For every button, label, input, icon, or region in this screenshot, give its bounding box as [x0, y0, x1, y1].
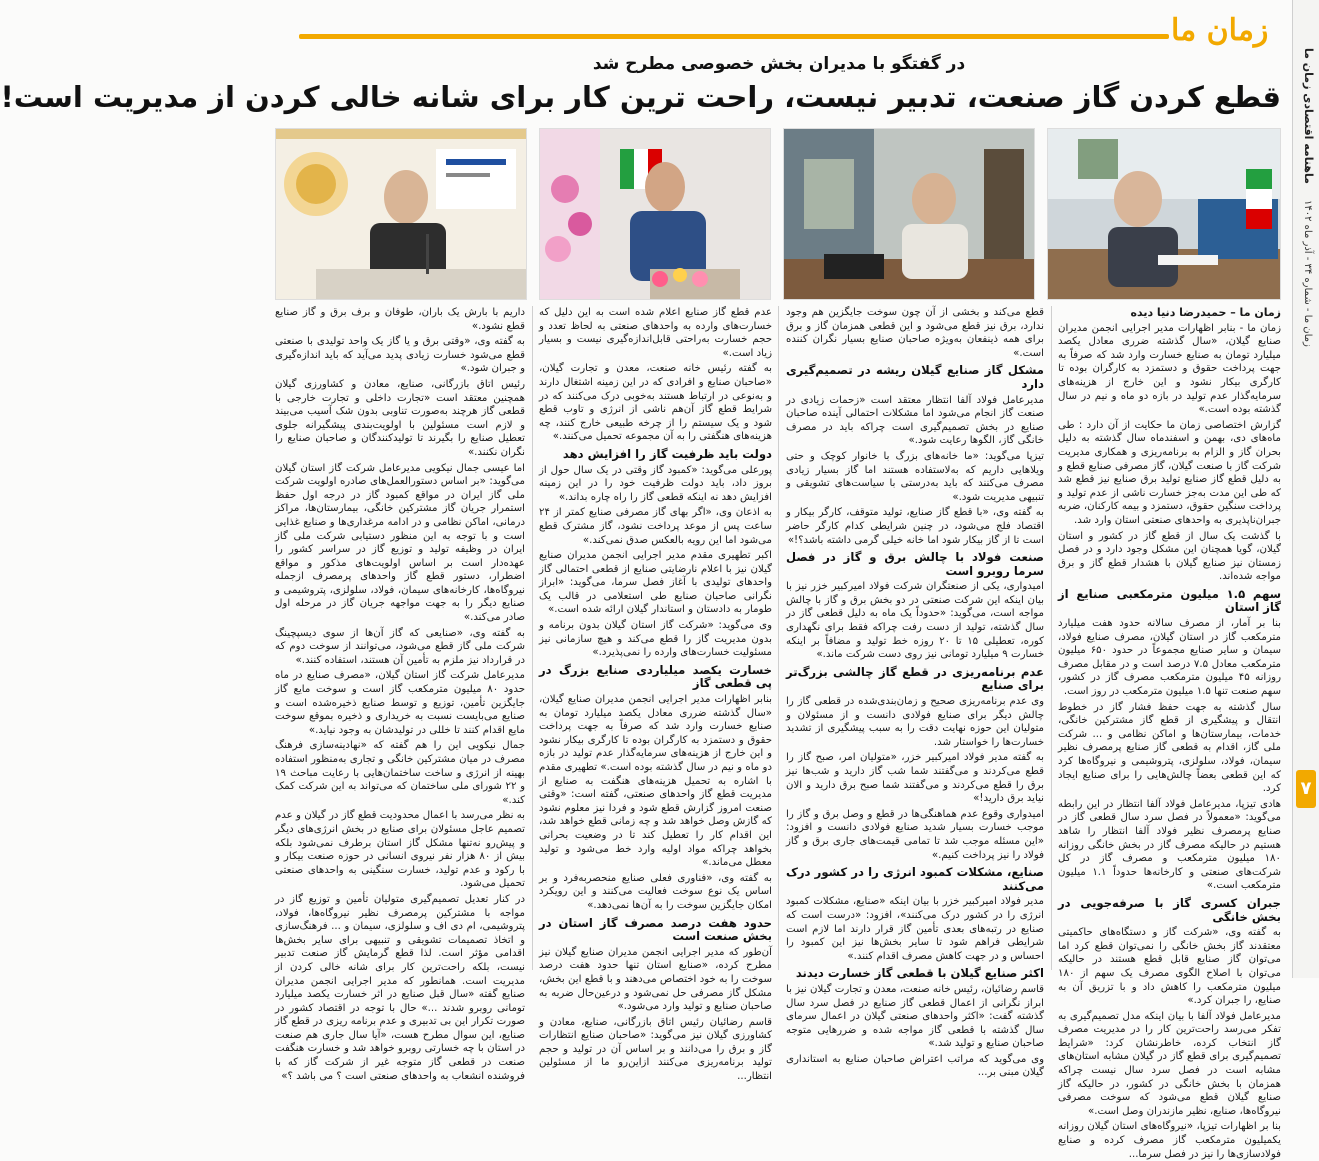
- article-paragraph: به گفته وی، «با قطع گاز صنایع، تولید متوقف، کارگر بیکار و اقتصاد فلج می‌شود، در چنین شرایطی کدام کارگر حاضر است تا از گاز بیکار شود اما خانه خیلی گرمی داشته باشد؟!»: [786, 507, 1044, 546]
- article-kicker: در گفتگو با مدیران بخش خصوصی مطرح شد: [592, 54, 966, 74]
- magazine-logo: زمان ما: [1171, 12, 1269, 48]
- section-heading: صنعت فولاد با چالش برق و گاز در فصل سرما روبرو است: [786, 550, 1044, 578]
- article-paragraph: وی می‌گوید: «شرکت گاز استان گیلان بدون برنامه و بدون مدیریت گاز را قطع می‌کند و هیچ سازمانی نیز مسئولیت خسارت‌های وارده را نمی‌پذیرد.»: [539, 620, 772, 659]
- article-column-1: [1058, 306, 1282, 1160]
- article-paragraph: مدیرعامل فولاد آلفا انتظار معتقد است «زحمات زیادی در صنعت گاز انجام می‌شود اما مشکلات احتمالی آینده صاحبان صنایع در بخش تصمیم‌گیری است چراکه باید در مصرف خانگی گاز، الگوها رعایت شود.»: [786, 394, 1044, 447]
- article-paragraph: به گفته وی، «شرکت گاز و دستگاه‌های حاکمیتی معتقدند گاز بخش خانگی را نمی‌توان قطع کرد اما می‌توان گاز صنایع قابل قطع هستند در حالیکه می‌توان با اصلاح الگوی مصرف یک سهم از ۱۸۰ میلیون مترمکعب را کاهش داد و با تزریق آن به صنایع، را جبران کرد.»: [1058, 927, 1281, 1007]
- section-heading: جبران کسری گاز با صرفه‌جویی در بخش خانگی: [1058, 895, 1281, 924]
- article-paragraph: بنا بر آمار، از مصرف سالانه حدود هفت میلیارد مترمکعب گاز در استان گیلان، مصرف صنایع فولاد، سیمان و سایر صنایع مجموعاً در حدود ۶۵۰ میلیون مترمکعب معادل ۷.۵ درصد است و در مقابل مصرف روزانه ۴۵ میلیون مترمکعب مصرف گاز در کشور، سهم صنعت تنها ۱.۵ میلیون مترمکعب در روز است.: [1058, 618, 1282, 698]
- article-byline: زمان ما – حمیدرضا دنیا دیده: [1130, 306, 1281, 319]
- section-heading: دولت باید ظرفیت گاز را افزایش دهد: [562, 446, 772, 461]
- article-paragraph: با گذشت یک سال از قطع گاز در کشور و استان گیلان، گویا همچنان این مشکل وجود دارد و در فصل زمستان نیز صنایع گیلان با هشدار قطع گاز و برق مواجه شده‌اند.: [1058, 530, 1281, 583]
- side-strip: [1292, 0, 1319, 978]
- article-paragraph: مدیرعامل فولاد آلفا با بیان اینکه مدل تصمیم‌گیری به تفکر می‌رسد راحت‌ترین کار را در مدیریت مصرف گاز انتخاب کرده، خاطرنشان کرد: «شرایط تصمیم‌گیری برای قطع گاز در گیلان مشابه استان‌های مشابه است در فصل سرد سال نیست چراکه همزمان با بخش خانگی در کشور، در حالیکه گاز صنایع گیلان قطع می‌شود که سوخت مصرفی نیروگاه‌ها، صنایع، نظیر مازندران وصل است.»: [1058, 1010, 1281, 1117]
- section-heading: خسارت یکصد میلیاردی صنایع بزرگ در پی قطعی گاز: [539, 662, 772, 691]
- article-paragraph: امیدواری وقوع عدم هماهنگی‌ها در قطع و وصل برق و گاز را موجب خسارت بسیار شدید صنایع فولادی دانست و افزود: «این مسئله موجب شد تا تمامی قیمت‌های جاری برق و گاز فولاد را نیز پرداخت کنیم.»: [786, 808, 1044, 861]
- article-paragraph: به گفته مدیر فولاد امیرکبیر خزر، «متولیان امر، صبح گاز را قطع می‌کردند و می‌گفتند شما شب گاز دارید و شب‌ها نیز برق را قطع می‌کردند و می‌گفتند شما صبح برق دارید و الان نیاید برق دارید!»: [786, 752, 1044, 805]
- article-paragraph: هادی تیزپا، مدیرعامل فولاد آلفا انتظار در این رابطه می‌گوید: «معمولاً در فصل سرد سال قطعی گاز در صنایع پرمصرف نظیر فولاد آلفا انتظار را شاهد هستیم در حالیکه مصرف گاز در بخش خانگی روزانه ۱۸۰ میلیون مترمکعب و مصرف گاز در کل شرکت‌های صنعتی و کارخانه‌ها حدوداً ۱.۱ میلیون مترمکعب است.»: [1058, 798, 1281, 892]
- column-divider: [532, 306, 533, 970]
- article-paragraph: اما عیسی جمال نیکویی مدیرعامل شرکت گاز استان گیلان می‌گوید: «بر اساس دستورالعمل‌های صادره اولویت شرکت ملی گاز ایران در مواقع کمبود گاز در درجه اول حفظ استمرار جریان گاز مشترکین خانگی، بیمارستان‌ها، مراکز درمانی، اماکن نظامی و در ادامه مرغداری‌ها و صنایع غذایی است و با توجه به این منظور دستیابی شرکت ملی گاز ایران در وظیفه تولید و توزیع گاز در سراسر کشور را عهده‌دار است بر اساس اولویت‌های مذکور و مواقع اضطرار، دستور قطع گاز واحدهای پرمصرف ازجمله نیروگاه‌ها، کارخانه‌های سیمان، فولاد، سلولزی، پتروشیمی و صنایع دیگر را به جهت مواجهه جریان گاز در مرحله اول صادر می‌کند.»: [275, 462, 525, 624]
- section-heading: حدود هفت درصد مصرف گاز استان در بخش صنعت است: [539, 915, 772, 944]
- flag-icon: [1246, 169, 1272, 229]
- article-paragraph: وی می‌گوید که مراتب اعتراض صاحبان صنایع به استانداری گیلان مبنی بر...: [786, 1053, 1044, 1079]
- article-paragraph: تیزپا می‌گوید: «ما خانه‌های بزرگ با خانوار کوچک و حتی ویلاهایی داریم که به‌لاستفاده هستند اما گاز بسیار زیادی مصرف می‌کنند که باید به‌درستی با سیاست‌های تشویقی و تنبیهی مدیریت شود.»: [786, 450, 1044, 503]
- photo-man-office: [783, 128, 1035, 300]
- article-column-4: [275, 306, 525, 1082]
- article-paragraph: به گفته وی، «وقتی برق و یا گاز یک واحد تولیدی با صنعتی قطع می‌شود خسارت زیادی پدید می‌آید که باید اندازه‌گیری و جبران شود.»: [275, 336, 525, 375]
- article-paragraph: قاسم رضائیان، رئیس خانه صنعت، معدن و تجارت گیلان نیز با ابراز نگرانی از اعمال قطعی گاز صنایع در فصل سرد سال گذشته گفت: «اکثر واحدهای صنعتی گیلان در اعمال سرمای سال گذشته با قطعی گاز مواجه شده و ضررهایی متوجه صاحبان صنایع و تولید شد.»: [786, 983, 1044, 1050]
- article-paragraph: بنا بر اظهارات تیزپا، «نیروگاه‌های استان گیلان روزانه یکمیلیون مترمکعب گاز مصرف کرده و صنایع فولادسازی‌ها را نیز در فصل سرما...: [1058, 1121, 1281, 1160]
- column-divider: [778, 306, 779, 970]
- article-paragraph: به گفته وی، «صنایعی که گاز آن‌ها از سوی دیسپچینگ شرکت ملی گاز قطع می‌شود، می‌توانند از سوخت دوم که در قرارداد نیز ملزم به تأمین آن هستند، استفاده کنند.»: [275, 627, 525, 666]
- article-paragraph: آن‌طور که مدیر اجرایی انجمن مدیران صنایع گیلان نیز مطرح کرده، «صنایع استان تنها حدود هفت درصد سوخت را به خود اختصاص می‌دهند و با قطع این بخش، مشکل گاز مصرفی حل نمی‌شود و درعین‌حال ضربه به صاحبان صنایع و تولید وارد می‌شود.»: [539, 946, 772, 1013]
- section-heading: عدم برنامه‌ریزی در قطع گاز چالشی بزرگ‌تر برای صنایع: [786, 664, 1044, 693]
- article-paragraph: سال گذشته به جهت حفظ فشار گاز در خطوط انتقال و پیشگیری از قطع گاز مشترکین خانگی، خدمات، بیمارستان‌ها و اماکن نظامی و ... شرکت ملی گاز، اقدام به قطعی گاز صنایع پرمصرف نظیر سیمان، فولاد، سلولزی، پتروشیمی و نیروگاه‌ها کرد که این قطعی بعضاً چالش‌هایی را برای صنایع ایجاد کرد.: [1058, 701, 1281, 795]
- article-paragraph: گزارش اختصاصی زمان ما حکایت از آن دارد : طی ماه‌های دی، بهمن و اسفندماه سال گذشته به دلیل بحران گاز و الزام به برنامه‌ریزی و همکاری مدیریت شرکت گاز با صنعت گیلان، گاز مصرفی صنایع قطع و به دلیل قطع گاز صنایع تولید برق صنایع نیز قطع شد که طی این مدت به‌جز خسارت ناشی از عدم تولید و پرداخت سنگین حقوق، دستمزد و بیمه کارکنان، ضربه جبران‌ناپذیری به واحدهای صنعتی استان وارد شد.: [1058, 419, 1281, 526]
- article-paragraph: رئیس اتاق بازرگانی، صنایع، معادن و کشاورزی گیلان همچنین معتقد است «تجارت داخلی و تجارت خارجی با قطعی گاز هرچند به‌صورت تناوبی بدون شک آسیب می‌بیند و لازم است مسئولین با اولویت‌بندی پیشگیرانه جلوی تعطیل صنایع را بگیرند تا تولیدکنندگان و صاحبان صنایع را نگران نکنند.»: [275, 378, 525, 458]
- article-paragraph: بنابر اظهارات مدیر اجرایی انجمن مدیران صنایع گیلان، «سال گذشته ضرری معادل یکصد میلیارد تومان به صنایع خسارت وارد شد که صرفاً به جهت پرداخت حقوق و دستمزد به کارگران بوده تا کارگری بیکار نشود و این خارج از هزینه‌های سرمایه‌گذار عدم تولید در بازه دو ماه و نیم در سال گذشته بوده است.» تطهیری مقدم با اشاره به تحمیل هزینه‌های هنگفت به صنایع از مدیریت قطع گاز واحدهای صنعتی، گفته است: «وقتی صنعت امروز گزارش قطع شود و فردا نیز معلوم نشود که گازش وصل خواهد شد و چه زمانی قطع خواهد شد، این اقدام کار را تعطیل کند تا در وضعیت بحرانی بخواهد چراکه مواد اولیه وارد خط می‌شود و تولید معطل می‌ماند.»: [539, 694, 772, 869]
- article-paragraph: زمان ما - بنابر اظهارات مدیر اجرایی انجمن مدیران صنایع گیلان، «سال گذشته ضرری معادل یکصد میلیارد تومان به صنایع خسارت وارد شد که صرفاً به جهت پرداخت حقوق و دستمزد به کارگران بوده تا کارگری بیکار نشود و این خارج از هزینه‌های سرمایه‌گذار عدم تولید در بازه دو ماه و نیم در سال گذشته بوده است.»: [1058, 322, 1281, 416]
- photo-speaker-podium: [539, 128, 771, 300]
- article-paragraph: قاسم رضائیان رئیس اتاق بازرگانی، صنایع، معادن و کشاورزی گیلان نیز می‌گوید: «صاحبان صنایع انتظارات گاز و برق را می‌دانند و بر اساس آن در تولید و حجم تولید برنامه‌ریزی می‌کنند ازاین‌رو ما از مسئولین انتظار...: [539, 1016, 772, 1083]
- photo-interview-desk: [1047, 128, 1281, 300]
- article-paragraph: به اذعان وی، «اگر بهای گاز مصرفی صنایع کمتر از ۲۴ ساعت پس از موعد پرداخت نشود، گاز مشترک قطع می‌شود اما این رویه بالعکس صدق نمی‌کند.»: [539, 507, 772, 546]
- article-paragraph: به نظر می‌رسد با اعمال محدودیت قطع گاز در گیلان و عدم تصمیم عاجل مسئولان برای صنایع در بخش انرژی‌های دیگر و پیش‌رو نه‌تنها مشکل گاز استان برطرف نمی‌شود بلکه بیش از ۸۰ هزار نفر نیروی انسانی در حوزه صنعت بیکار و با رکود و عدم تولید، خسارت سنگینی به واحدهای صنعتی تحمیل می‌شود.: [275, 810, 525, 890]
- article-paragraph: اکبر تطهیری مقدم مدیر اجرایی انجمن مدیران صنایع گیلان نیز با اعلام نارضایتی صنایع از قطعی احتمالی گاز واحدهای تولیدی با آغاز فصل سرما، می‌گوید: «ابراز نگرانی صاحبان صنایع طی استعلامی در قالب یک طومار به دادستان و استاندار گیلان ارائه شده است.»: [539, 550, 772, 616]
- section-heading: صنایع، مشکلات کمبود انرژی را در کشور درک می‌کنند: [786, 865, 1044, 893]
- issue-info: زمان ما - شماره ۳۴ - آذر ماه ۱۴۰۲: [1302, 200, 1313, 347]
- article-paragraph: جمال نیکویی این را هم گفته که «نهادینه‌سازی فرهنگ مصرف در میان مشترکین خانگی و تجاری به‌منظور استفاده بهینه از انرژی و ساخت ساختمان‌هایی با رعایت مباحث ۱۹ و ۲۲ شورای ملی ساختمان که می‌تواند به این شرکت کمک کند.»: [275, 740, 525, 806]
- header-accent-bar: [299, 34, 1169, 39]
- article-paragraph: مدیرعامل شرکت گاز استان گیلان، «مصرف صنایع در ماه حدود ۸۰ میلیون مترمکعب گاز است و سوخت مایع گاز جایگزین تأمین، توزیع و توسط صنایع ذخیره‌شده است و صنایع می‌بایست نسبت به خریداری و ذخیره بموقع سوخت مایع اقدام کنند تا خللی در تولیدشان به وجود نیاید.»: [275, 670, 525, 736]
- article-paragraph: مدیر فولاد امیرکبیر خزر با بیان اینکه «صنایع، مشکلات کمبود انرژی را در کشور درک می‌کنند»، افزود: «درست است که صنایع در رتبه‌های بعدی تأمین گاز قرار دارند اما لازم است شرایطی فراهم شود تا سایر بخش‌ها نیز این کمبود را احساس و در جهت کاهش مصرف اقدام کنند.»: [786, 896, 1044, 962]
- article-paragraph: پورعلی می‌گوید: «کمبود گاز وقتی در یک سال حول از بروز داد، باید دولت ظرفیت خود را در این زمینه افزایش دهد نه اینکه قطعی گاز را راه چاره بداند.»: [539, 464, 772, 503]
- article-paragraph: قطع می‌کند و بخشی از آن چون سوخت جایگزین هم وجود ندارد، برق نیز قطع می‌شود و این قطعی همزمان گاز و برق برای همه ذینفعان به‌ویژه صاحبان صنایع بسیار نگران کننده است.»: [786, 307, 1044, 359]
- photo-speaker-conference: [275, 128, 527, 300]
- article-paragraph: امیدواری، یکی از صنعتگران شرکت فولاد امیرکبیر خزر نیز با بیان اینکه این شرکت صنعتی در دو بخش برق و گاز با چالش مواجه است، می‌گوید: «حدوداً یک ماه به دلیل قطعی گاز در سال گذشته، تولید از دست رفت چراکه فقط برای نگهداری کوره، تعطیلی ۱۵ تا ۲۰ روزه خط تولید و مضافاً بر اینکه خسارت ۹ میلیارد تومانی نیز روی دست شرکت ماند.»: [786, 581, 1044, 661]
- article-column-3: [539, 306, 772, 1083]
- section-heading: اکثر صنایع گیلان با قطعی گاز خسارت دیدند: [795, 966, 1044, 981]
- page-number: ۷: [1296, 770, 1316, 808]
- article-paragraph: به گفته وی، «فناوری فعلی صنایع منحصربه‌فرد و بر اساس یک نوع سوخت فعالیت می‌کنند و این رویکرد امکان جایگزین سوخت را به آن‌ها نمی‌دهد.»: [539, 872, 772, 911]
- column-divider: [1051, 306, 1052, 970]
- article-headline: قطع کردن گاز صنعت، تدبیر نیست، راحت ترین کار برای شانه خالی کردن از مدیریت است!: [0, 80, 1281, 114]
- article-paragraph: در کنار تعدیل تصمیم‌گیری متولیان تأمین و توزیع گاز در مواجه با مشترکین پرمصرف نظیر نیروگاه‌ها، فولاد، پتروشیمی، ام دی اف و سلولزی، سیمان و ... فرهنگ‌سازی و اتخاذ تصمیمات تشویقی و تنبیهی برای سایر بخش‌ها اقدامی مؤثر است. لذا قطع گرمایش گاز صنعت تدبیر نیست، بلکه راحت‌ترین کار برای شانه خالی کردن از مدیریت است. همانطور که مدیر اجرایی انجمن مدیران صنایع گفته «سال قبل صنایع در اثر خسارت یکصد میلیارد تومانی روبرو شدند ...» حال با توجه در اقتصاد کشور در صورت تکرار این بی تدبیری و عدم برنامه ریزی در قطع گاز صنایع، این سوال مطرح هست، «آیا سال جاری هم صنعت در استان با چه خسارتی روبرو خواهد شد و خسارت هنگفت صنعت در قطعی گاز متوجه غیر از شرکت گاز که با فروشنده انشعاب به واحدهای صنعتی است ؟ می باشد ؟»: [275, 893, 525, 1082]
- section-heading: مشکل گاز صنایع گیلان ریشه در تصمیم‌گیری دارد: [786, 363, 1044, 391]
- magazine-title: ماهنامه اقتصادی زمان ما: [1302, 48, 1315, 184]
- article-paragraph: به گفته رئیس خانه صنعت، معدن و تجارت گیلان، «صاحبان صنایع و افرادی که در این زمینه اشتغال دارند و به‌نوعی در ارتباط هستند به‌خوبی درک می‌کنند که در شرایط قطع گاز آن‌هم ناشی از انرژی و تاوب قطع شود و یک سیستم را از چرخه طبیعی خارج کنند، چه هزینه‌های هنگفتی را به آن مجموعه تحمیل می‌کنند.»: [539, 363, 772, 443]
- section-heading: سهم ۱.۵ میلیون مترمکعبی صنایع از گاز استان: [1058, 586, 1281, 615]
- article-paragraph: وی عدم برنامه‌ریزی صحیح و زمان‌بندی‌شده در قطعی گاز را چالش دیگر برای صنایع فولادی دانست و از مسئولان و متولیان این حوزه نهایت دقت را به سبب پیشگیری از تشدید خسارت‌ها را خواستار شد.: [786, 696, 1044, 748]
- article-paragraph: داریم با بارش یک باران، طوفان و برف برق و گاز صنایع قطع نشود.»: [275, 307, 525, 332]
- article-column-2: [786, 306, 1044, 1079]
- article-paragraph: عدم قطع گاز صنایع اعلام شده است به این دلیل که خسارت‌های وارده به واحدهای صنعتی به لحاظ تعدد و حجم خسارت به‌راحتی قابل‌اندازه‌گیری نیست و بسیار زیاد است.»: [539, 307, 772, 359]
